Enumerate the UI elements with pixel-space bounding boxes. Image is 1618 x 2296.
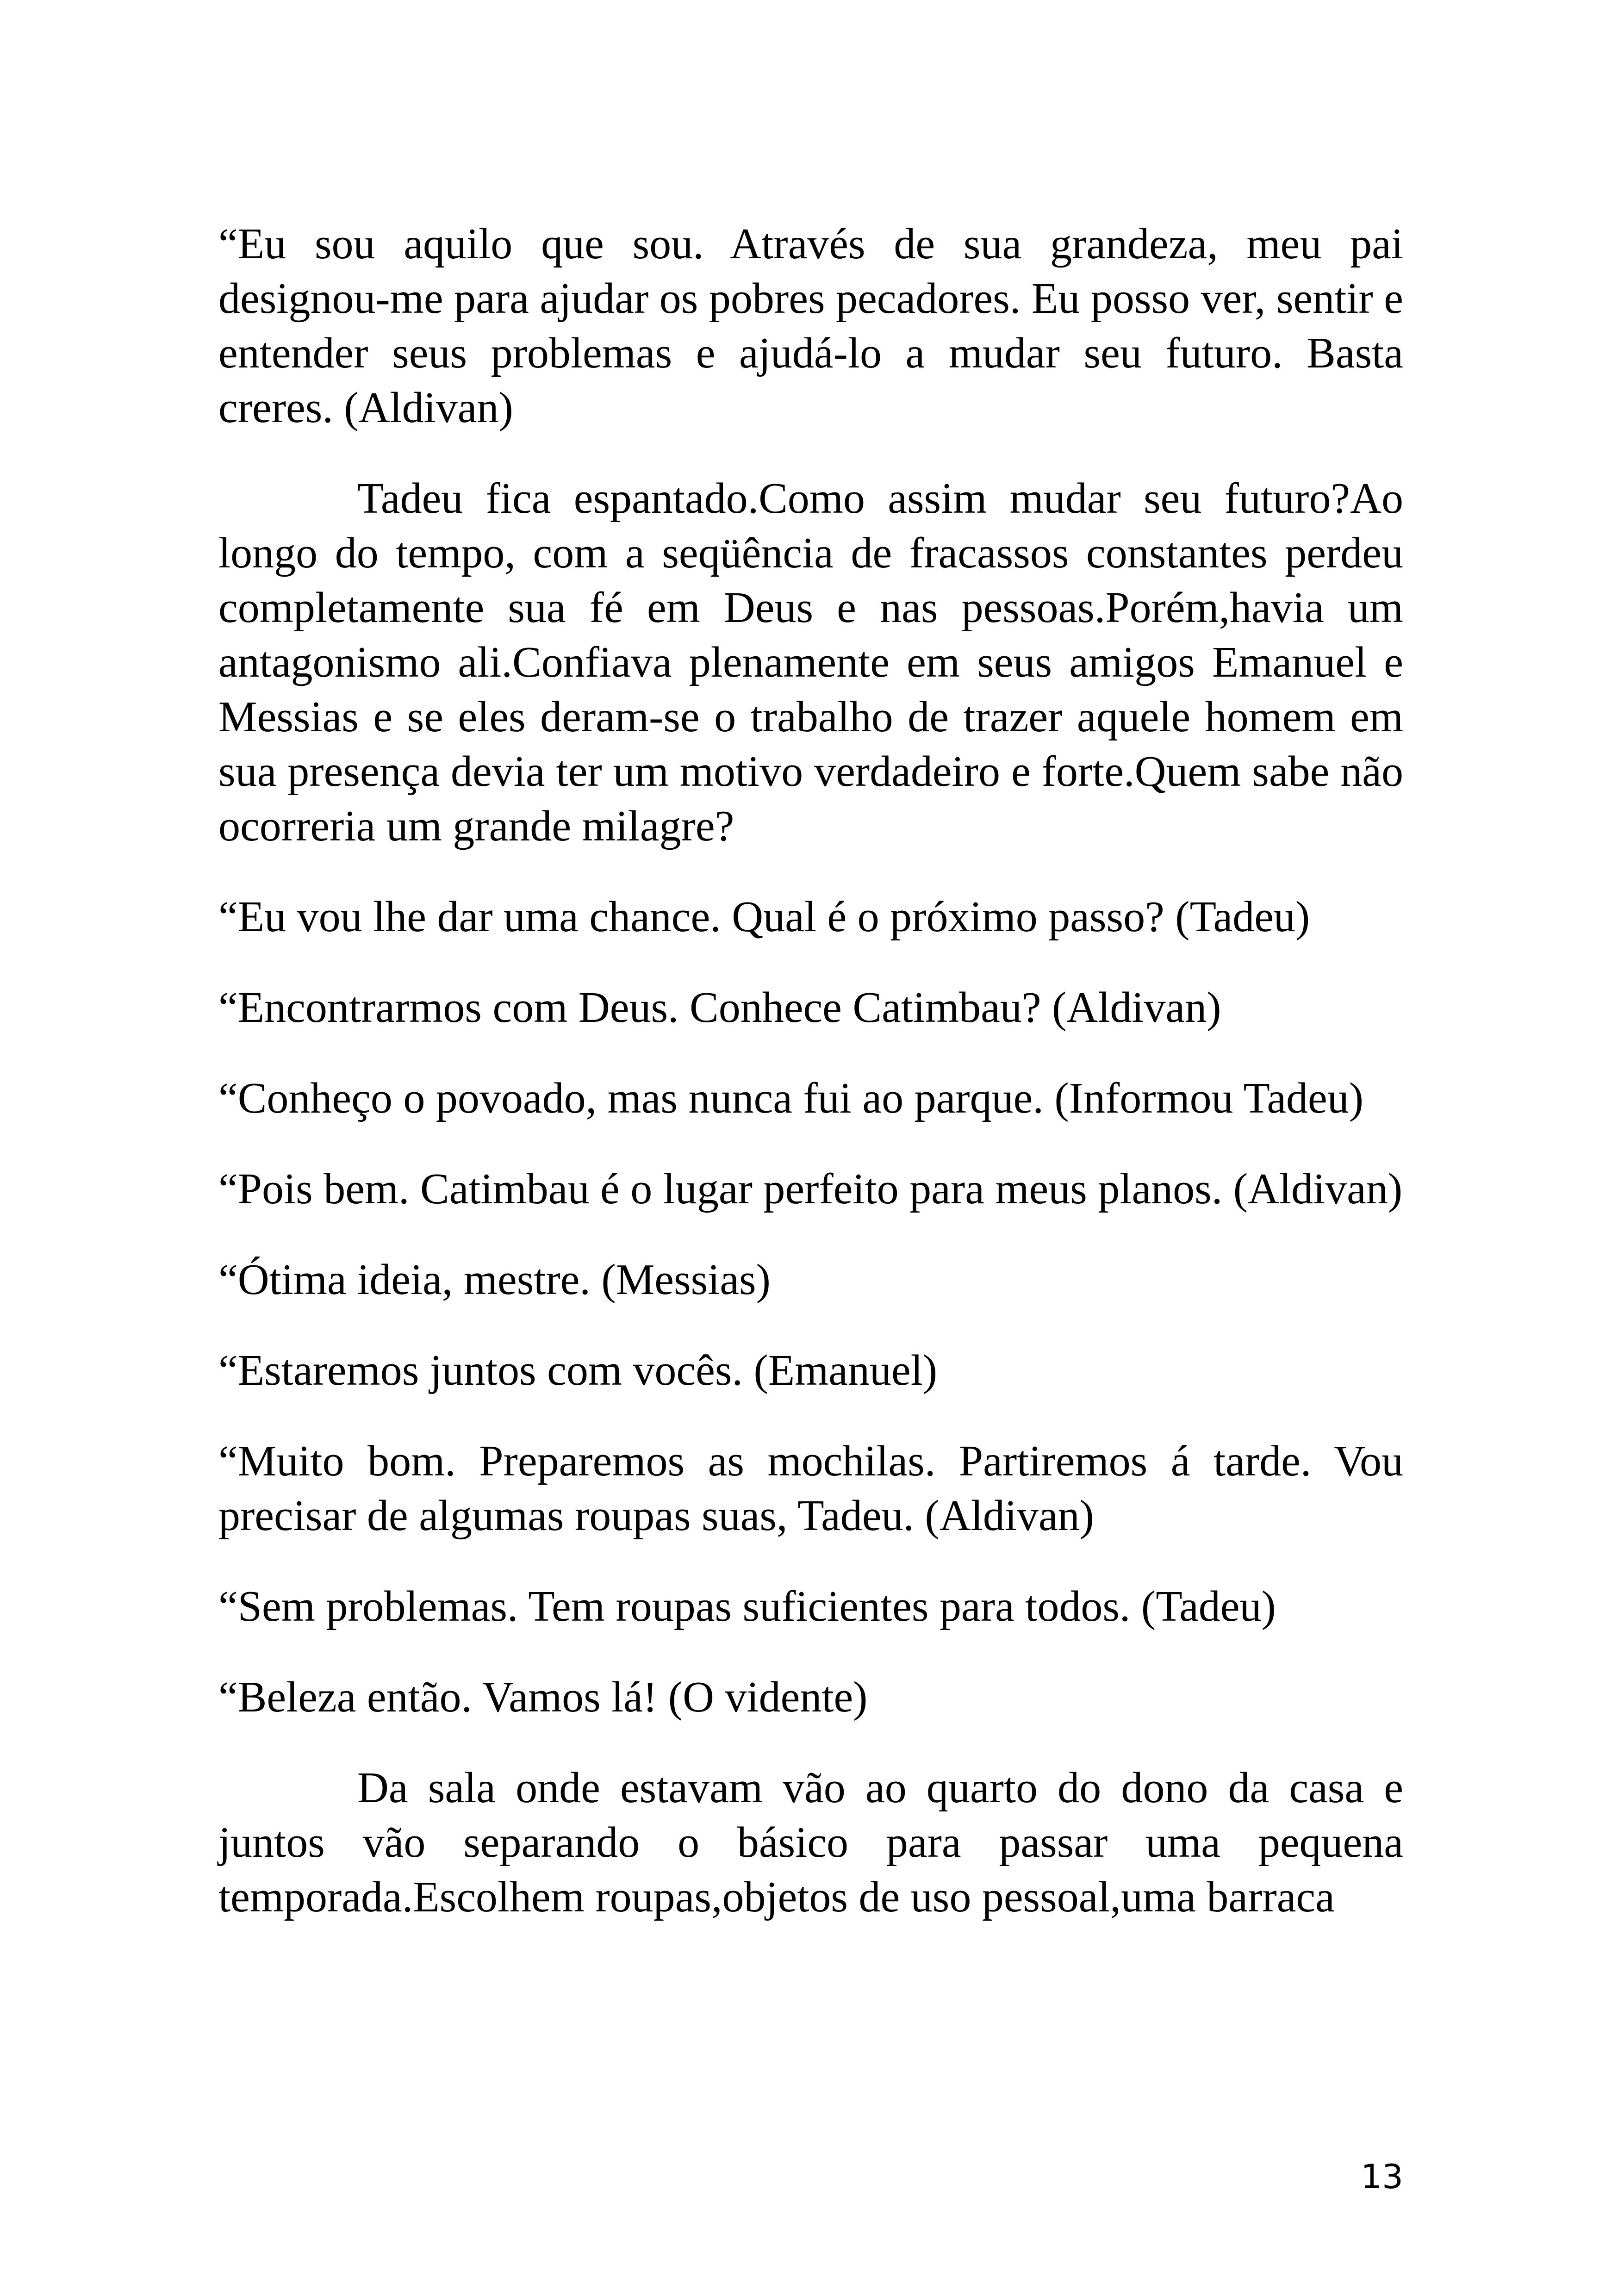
page-number: 13 — [1361, 2157, 1403, 2196]
paragraph-aldivan-intro: “Eu sou aquilo que sou. Através de sua grandeza, meu pai designou-me para ajudar os pobres pecadores. Eu posso ver, sentir e entender seus problemas e ajudá-lo a mudar seu futuro. Basta creres. (Aldivan) — [218, 220, 1403, 432]
dialogue-line: “Encontrarmos com Deus. Conhece Catimbau? (Aldivan) — [218, 983, 1221, 1032]
paragraph-tadeu-narration: Tadeu fica espantado.Como assim mudar seu futuro?Ao longo do tempo, com a seqüência de fracassos constantes perdeu completamente sua fé em Deus e nas pessoas.Porém,havia um antagonismo ali.Confiava plenamente em seus amigos Emanuel e Messias e se eles deram-se o trabalho de trazer aquele homem em sua presença devia ter um motivo verdadeiro e forte.Quem sabe não ocorreria um grande milagre? — [218, 474, 1403, 850]
dialogue-line: “Beleza então. Vamos lá! (O vidente) — [218, 1673, 868, 1721]
dialogue-line: “Muito bom. Preparemos as mochilas. Partiremos á tarde. Vou precisar de algumas roupas suas, Tadeu. (Aldivan) — [218, 1437, 1403, 1540]
dialogue-line: “Estaremos juntos com vocês. (Emanuel) — [218, 1346, 938, 1394]
dialogue-line: “Ótima ideia, mestre. (Messias) — [218, 1256, 771, 1304]
body-text — [218, 217, 1403, 1960]
dialogue-line: “Conheço o povoado, mas nunca fui ao parque. (Informou Tadeu) — [218, 1074, 1364, 1122]
dialogue-line: “Pois bem. Catimbau é o lugar perfeito para meus planos. (Aldivan) — [218, 1165, 1403, 1213]
paragraph-narration-packing: Da sala onde estavam vão ao quarto do dono da casa e juntos vão separando o básico para passar uma pequena temporada.Escolhem roupas,objetos de uso pessoal,uma barraca — [218, 1764, 1403, 1921]
dialogue-line: “Sem problemas. Tem roupas suficientes para todos. (Tadeu) — [218, 1582, 1276, 1630]
dialogue-line: “Eu vou lhe dar uma chance. Qual é o próximo passo? (Tadeu) — [218, 893, 1310, 941]
